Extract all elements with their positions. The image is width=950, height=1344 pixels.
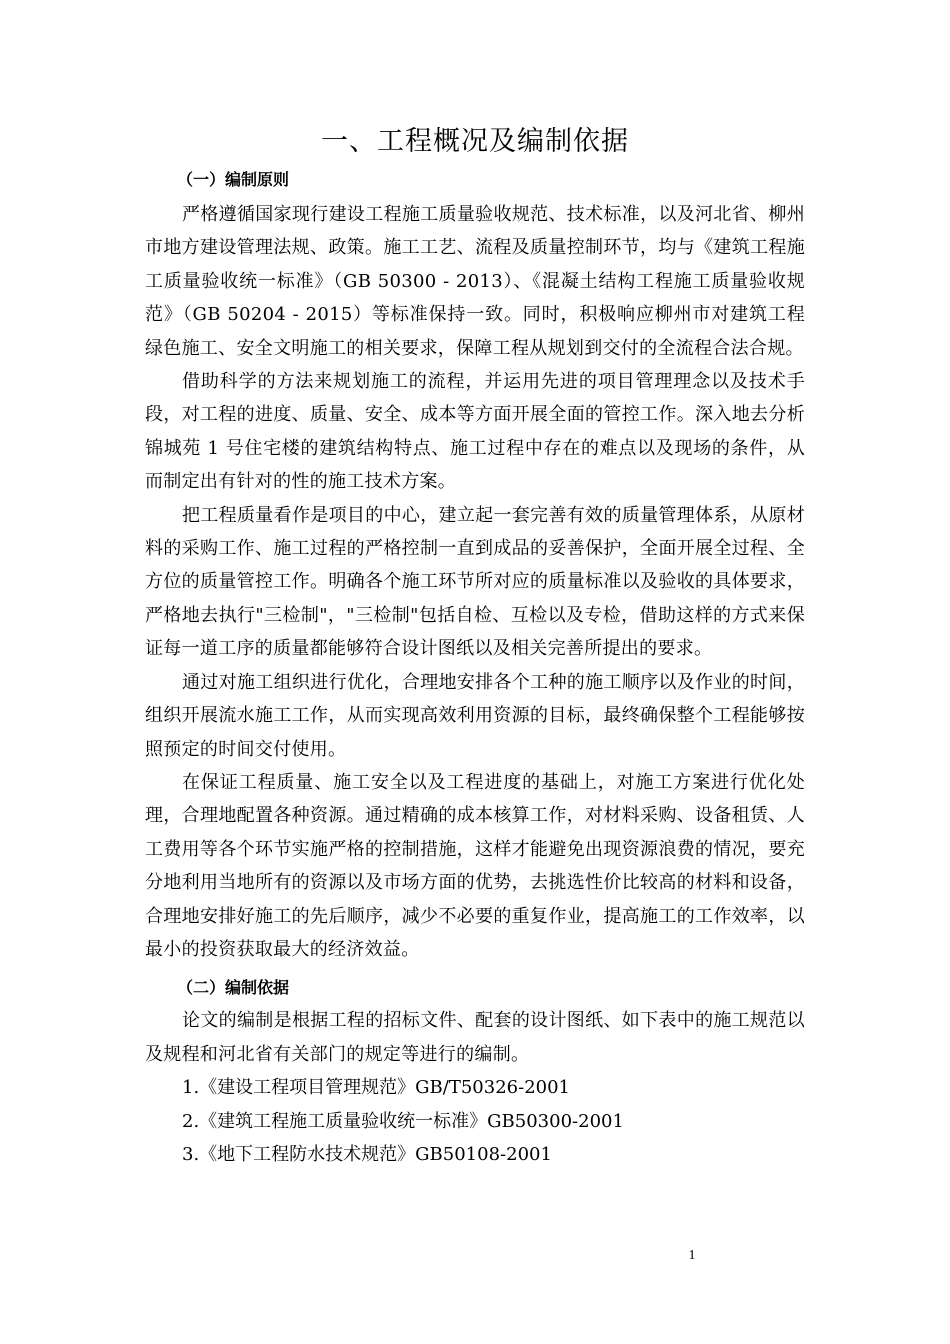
paragraph: 通过对施工组织进行优化，合理地安排各个工种的施工顺序以及作业的时间，组织开展流水施工工作，从而实现高效利用资源的目标，最终确保整个工程能够按照预定的时间交付使用。 — [145, 671, 805, 760]
paragraph: 论文的编制是根据工程的招标文件、配套的设计图纸、如下表中的施工规范以及规程和河北省有关部门的规定等进行的编制。 — [145, 1010, 805, 1065]
reference-item: 1.《建设工程项目管理规范》GB/T50326-2001 — [182, 1077, 571, 1099]
paragraph: 借助科学的方法来规划施工的流程，并运用先进的项目管理理念以及技术手段，对工程的进度、质量、安全、成本等方面开展全面的管控工作。深入地去分析锦城苑 1 号住宅楼的建筑结构特点、施工过程中存在的难点以及现场的条件，从而制定出有针对的性的施工技术方案。 — [145, 371, 805, 493]
section-heading-principles: （一）编制原则 — [177, 170, 290, 189]
paragraph: 把工程质量看作是项目的中心，建立起一套完善有效的质量管理体系，从原材料的采购工作、施工过程的严格控制一直到成品的妥善保护，全面开展全过程、全方位的质量管控工作。明确各个施工环节所对应的质量标准以及验收的具体要求，严格地去执行"三检制"，"三检制"包括自检、互检以及专检，借助这样的方式来保证每一道工序的质量都能够符合设计图纸以及相关完善所提出的要求。 — [145, 504, 805, 660]
page-number: 1 — [688, 1248, 696, 1263]
page-content — [145, 120, 805, 1171]
document-title: 一、工程概况及编制依据 — [321, 126, 629, 157]
reference-list — [145, 1071, 805, 1171]
reference-item: 3.《地下工程防水技术规范》GB50108-2001 — [182, 1143, 552, 1165]
reference-item: 2.《建筑工程施工质量验收统一标准》GB50300-2001 — [182, 1110, 624, 1132]
paragraph: 在保证工程质量、施工安全以及工程进度的基础上，对施工方案进行优化处理，合理地配置各种资源。通过精确的成本核算工作，对材料采购、设备租赁、人工费用等各个环节实施严格的控制措施，这样才能避免出现资源浪费的情况，要充分地利用当地所有的资源以及市场方面的优势，去挑选性价比较高的材料和设备，合理地安排好施工的先后顺序，减少不必要的重复作业，提高施工的工作效率，以最小的投资获取最大的经济效益。 — [145, 771, 805, 960]
paragraph: 严格遵循国家现行建设工程施工质量验收规范、技术标准，以及河北省、柳州市地方建设管理法规、政策。施工工艺、流程及质量控制环节，均与《建筑工程施工质量验收统一标准》（GB 50300 - 2013）、《混凝土结构工程施工质量验收规范》（GB 50204 - 2015）等标准保持一致。同时，积极响应柳州市对建筑工程绿色施工、安全文明施工的相关要求，保障工程从规划到交付的全流程合法合规。 — [145, 204, 805, 359]
section-heading-basis: （二）编制依据 — [177, 978, 290, 998]
